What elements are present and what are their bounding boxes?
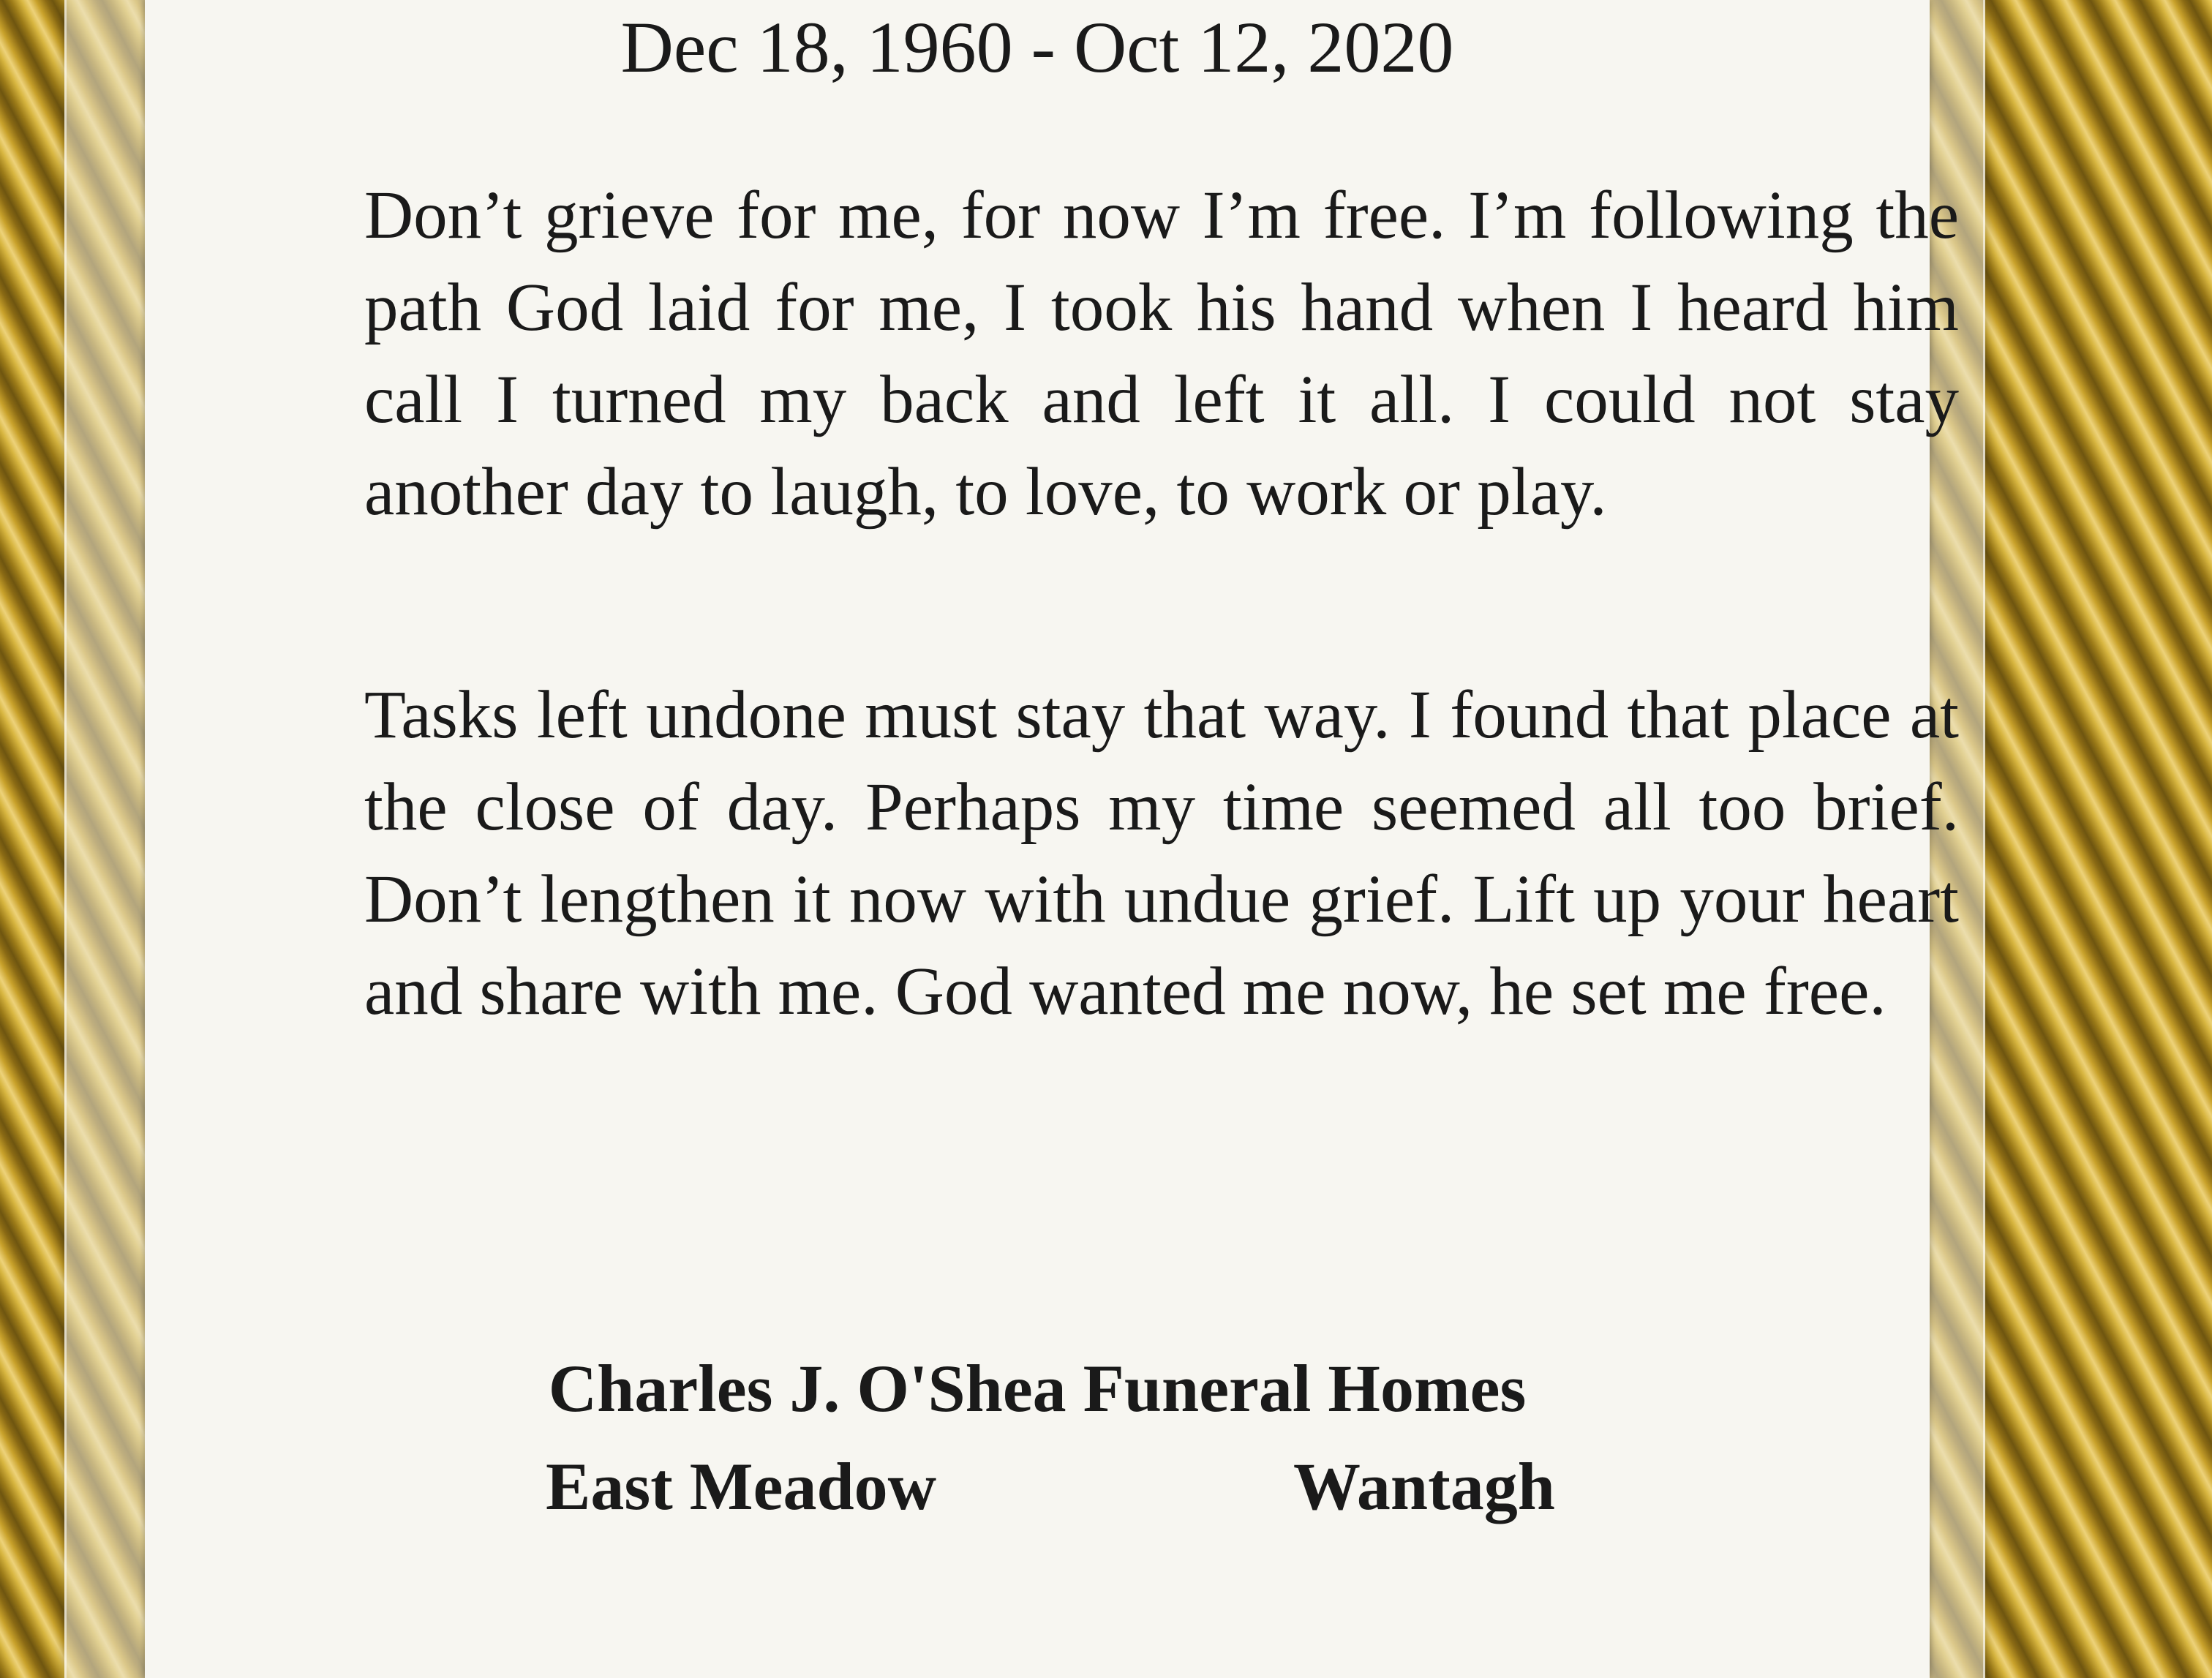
poem-paragraph-2: Tasks left undone must stay that way. I found that place at the close of day. Perhaps my time seemed all too brief. Don’t lengthen it now with undue grief. Lift up your heart and share with me. God wanted me now, he set me free. [364, 677, 1959, 1029]
funeral-home-name: Charles J. O'Shea Funeral Homes [548, 1351, 1527, 1426]
memorial-card [145, 0, 1959, 1678]
poem-paragraph-1: Don’t grieve for me, for now I’m free. I’m following the path God laid for me, I took his hand when I heard him call I turned my back and left it all. I could not stay another day to laugh, to love, to work or play. [364, 178, 1959, 530]
life-dates: Dec 18, 1960 - Oct 12, 2020 [620, 7, 1454, 88]
location-east-meadow: East Meadow [546, 1449, 937, 1524]
location-wantagh: Wantagh [1293, 1449, 1555, 1524]
